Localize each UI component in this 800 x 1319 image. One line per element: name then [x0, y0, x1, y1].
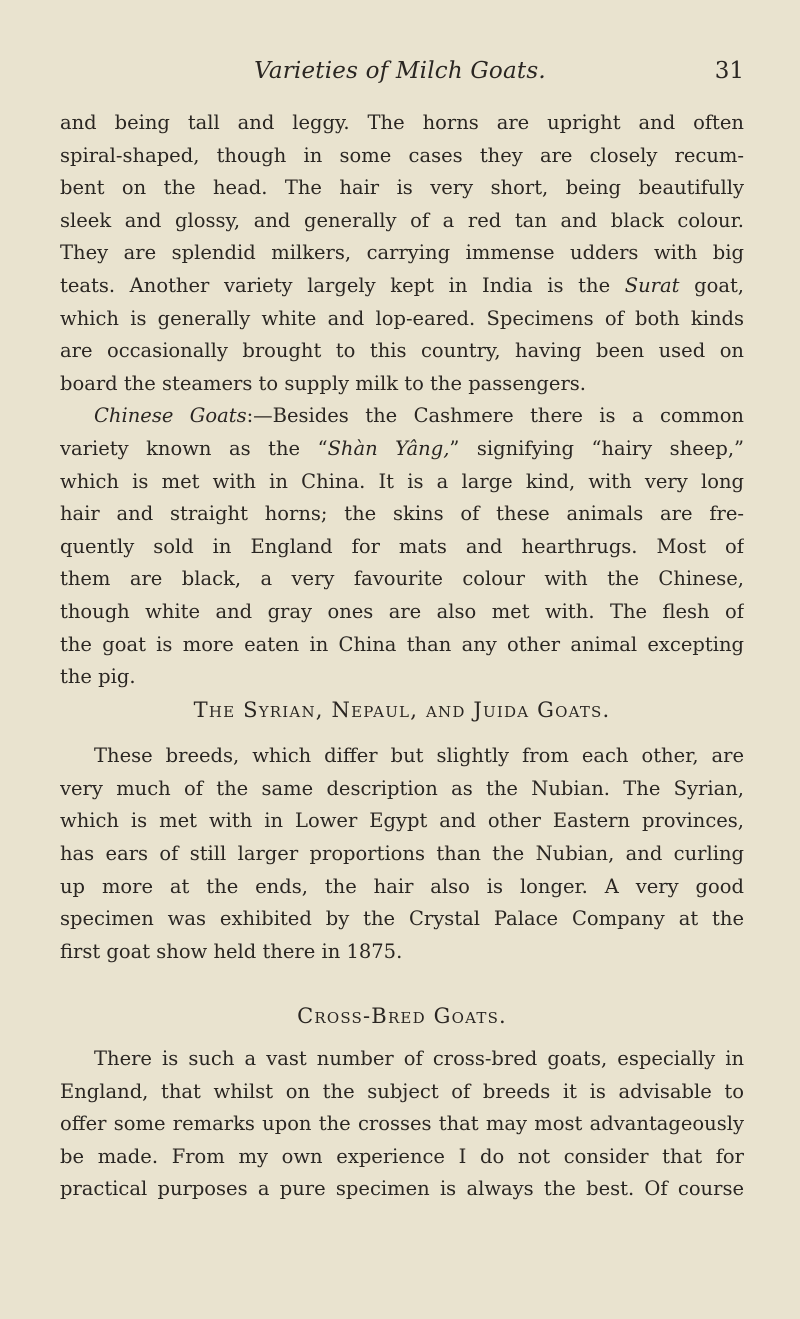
- text-line: which is met with in China. It is a large kind, with very long: [60, 469, 744, 493]
- text-line: spiral-shaped, though in some cases they are closely recum-: [60, 143, 744, 167]
- paragraph: [60, 107, 744, 400]
- text-line: very much of the same description as the Nubian. The Syrian,: [60, 776, 744, 800]
- text-line: practical purposes a pure specimen is always the best. Of course: [60, 1177, 744, 1201]
- text-line: variety known as the “Shàn Yâng,” signifying “hairy sheep,”: [60, 436, 744, 460]
- text-line: Chinese Goats:—Besides the Cashmere there is a common: [94, 404, 744, 428]
- text-line: which is generally white and lop-eared. Specimens of both kinds: [60, 306, 744, 330]
- text-line: hair and straight horns; the skins of these animals are fre-: [60, 502, 744, 526]
- paragraph: [60, 1043, 744, 1206]
- text-line: them are black, a very favourite colour with the Chinese,: [60, 567, 744, 591]
- text-line: board the steamers to supply milk to the passengers.: [60, 371, 586, 395]
- text-line: has ears of still larger proportions than the Nubian, and curling: [60, 842, 744, 866]
- page-header: [0, 58, 800, 90]
- page-number: 31: [714, 58, 744, 84]
- text-line: and being tall and leggy. The horns are upright and often: [60, 111, 744, 134]
- text-line: teats. Another variety largely kept in India is the Surat goat,: [60, 273, 744, 297]
- text-line: be made. From my own experience I do not consider that for: [60, 1144, 744, 1168]
- text-line: These breeds, which differ but slightly from each other, are: [94, 744, 744, 768]
- text-line: are occasionally brought to this country, having been used on: [60, 339, 744, 363]
- text-line: offer some remarks upon the crosses that may most advantageously: [60, 1112, 744, 1136]
- text-line: quently sold in England for mats and hearthrugs. Most of: [60, 534, 744, 558]
- text-line: the pig.: [60, 665, 136, 689]
- text-line: up more at the ends, the hair also is longer. A very good: [60, 874, 744, 898]
- text-line: though white and gray ones are also met with. The flesh of: [60, 599, 744, 623]
- text-line: which is met with in Lower Egypt and other Eastern provinces,: [60, 809, 744, 833]
- text-line: specimen was exhibited by the Crystal Palace Company at the: [60, 907, 744, 931]
- running-title: Varieties of Milch Goats.: [254, 58, 546, 84]
- section-heading: Cross-Bred Goats.: [297, 1004, 507, 1029]
- text-line: They are splendid milkers, carrying immense udders with big: [60, 241, 744, 265]
- text-line: England, that whilst on the subject of breeds it is advisable to: [60, 1079, 744, 1103]
- paragraph: [60, 400, 744, 693]
- paragraph: [60, 740, 744, 968]
- body-text: [60, 107, 744, 1206]
- text-line: There is such a vast number of cross-bred goats, especially in: [94, 1047, 744, 1071]
- section-heading: The Syrian, Nepaul, and Juida Goats.: [193, 697, 611, 722]
- text-line: first goat show held there in 1875.: [60, 939, 403, 963]
- text-line: bent on the head. The hair is very short, being beautifully: [60, 176, 744, 200]
- text-line: sleek and glossy, and generally of a red tan and black colour.: [60, 208, 744, 232]
- text-line: the goat is more eaten in China than any other animal excepting: [60, 632, 744, 656]
